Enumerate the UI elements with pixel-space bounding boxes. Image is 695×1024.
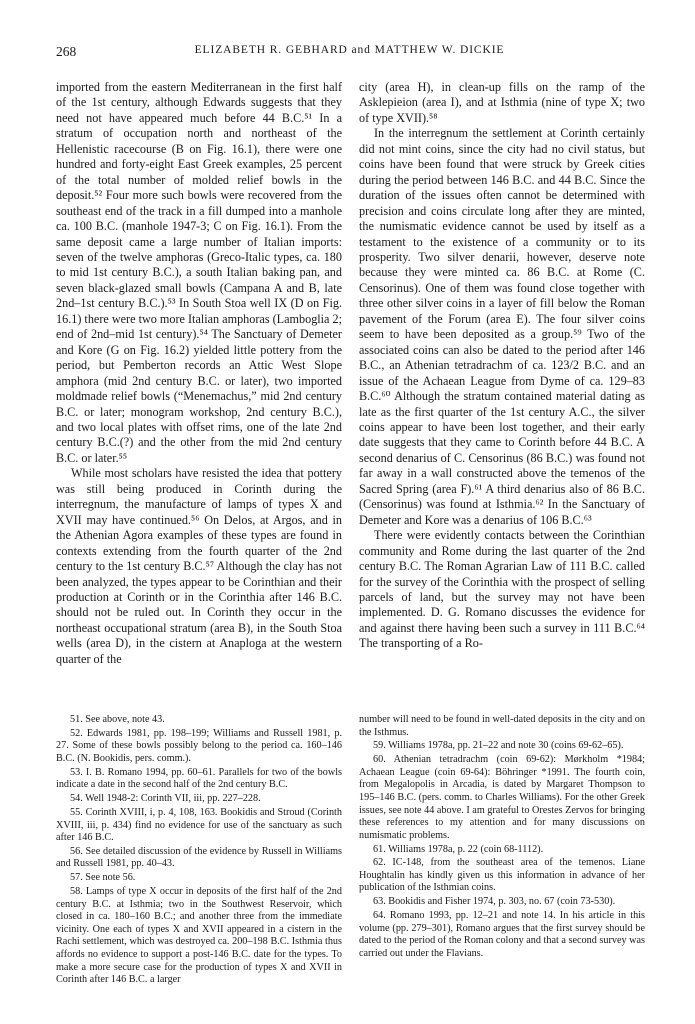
body-paragraph: While most scholars have resisted the idea that pottery was still being produced in Corinth during the interregnum, the manufacture of lamps of types X and XVII may have continued.⁵⁶ On Delos, at Argos, and in the Athenian Agora examples of these types are found in contexts extending from the fourth quarter of the 2nd century to the 1st century B.C.⁵⁷ Although the clay has not been analyzed, the types appear to be Corinthian and their production at Corinth or in the Corinthia after 146 B.C. should not be ruled out. In Corinth they occur in the northeast occupational stratum (area B), in the South Stoa wells (area D), in the cistern at Anaploga at the western quarter of the: [56, 466, 342, 666]
page-header: [56, 44, 643, 64]
footnotes-left: [56, 714, 342, 988]
footnote: 56. See detailed discussion of the evidence by Russell in Williams and Russell 1981, pp. 40–43.: [56, 845, 342, 870]
footnote: 61. Williams 1978a, p. 22 (coin 68-1112).: [373, 843, 544, 855]
footnotes-right: [359, 714, 645, 962]
footnote: 58. Lamps of type X occur in deposits of the first half of the 2nd century B.C. at Isthmia; two in the Southwest Reservoir, which closed in ca. 180–160 B.C.; and another three from the immediate vicinity. One each of types X and XVII appeared in a cistern in the Rachi settlement, which was destroyed ca. 200–198 B.C. Isthmia thus affords no evidence to support a post-146 B.C. date for the types. To make a more secure case for the production of types X and XVII in Corinth after 146 B.C. a larger: [56, 886, 342, 986]
body-paragraph: imported from the eastern Mediterranean in the first half of the 1st century, although Edwards suggests that they need not have appeared much before 44 B.C.⁵¹ In a stratum of occupation north and northeast of the Hellenistic racecourse (B on Fig. 16.1), there were one hundred and forty-eight East Greek examples, 25 percent of the total number of molded relief bowls in the deposit.⁵² Four more such bowls were recovered from the southeast end of the track in a fill dumped into a manhole ca. 100 B.C. (manhole 1947-3; C on Fig. 16.1). From the same deposit came a large number of Italian imports: seven of the twelve amphoras (Greco-Italic types, ca. 180 to mid 1st century B.C.), a south Italian baking pan, and seven black-glazed small bowls (Campana A and B, late 2nd–1st century B.C.).⁵³ In South Stoa well IX (D on Fig. 16.1) there were two more Italian amphoras (Lamboglia 2; end of 2nd–mid 1st century).⁵⁴ The Sanctuary of Demeter and Kore (G on Fig. 16.2) yielded little pottery from the period, but Pemberton records an Attic West Slope amphora (mid 2nd century B.C. or later), two imported moldmade relief bowls (“Menemachus,” mid 2nd century B.C. or later; monogram workshop, 2nd century B.C.), and two local plates with offset rims, one of the late 2nd century B.C.(?) and the other from the mid 2nd century B.C. or later.⁵⁵: [56, 80, 342, 465]
page-number: 268: [56, 44, 77, 59]
footnote: 64. Romano 1993, pp. 12–21 and note 14. In his article in this volume (pp. 279–301), Romano argues that the first survey should be dated to the period of the Roman colony and that a second survey was carried out under the Flavians.: [359, 910, 645, 959]
footnote: 55. Corinth XVIII, i, p. 4, 108, 163. Bookidis and Stroud (Corinth XVIII, iii, p. 434) find no evidence for use of the sanctuary as such after 146 B.C.: [56, 806, 342, 844]
footnote: 52. Edwards 1981, pp. 198–199; Williams and Russell 1981, p. 27. Some of these bowls possibly belong to the period ca. 160–146 B.C. (N. Bookidis, pers. comm.).: [56, 727, 342, 764]
footnote: 60. Athenian tetradrachm (coin 69-62): Mørkholm *1984; Achaean League (coin 69-64): Böhringer *1991. The fourth coin, from Megalopolis in Arcadia, is dated by Margaret Thompson to 195–146 B.C. (pers. comm. to Charles Williams). For the other Greek issues, see note 44 above. I am grateful to Orestes Zervos for bringing these references to my attention and for many discussions on numismatic problems.: [359, 754, 645, 841]
running-head: ELIZABETH R. GEBHARD and MATTHEW W. DICKIE: [194, 44, 505, 56]
body-paragraph: city (area H), in clean-up fills on the ramp of the Asklepieion (area I), and at Isthmia (nine of type X; two of type XVII).⁵⁸: [359, 80, 645, 125]
body-paragraph: In the interregnum the settlement at Corinth certainly did not mint coins, since the city had no civil status, but coins have been found that were struck by Greek cities during the period between 146 B.C. and 44 B.C. Since the duration of the issues often cannot be determined with precision and coins circulate long after they are minted, the numismatic evidence cannot be used by itself as a testament to the existence of a community or to its prosperity. Two silver denarii, however, deserve note because they were minted ca. 86 B.C. at Rome (C. Censorinus). One of them was found close together with three other silver coins in a layer of fill below the Roman pavement of the Forum (area E). The four silver coins seem to have been deposited as a group.⁵⁹ Two of the associated coins can also be dated to the period after 146 B.C., an Athenian tetradrachm of ca. 123/2 B.C. and an issue of the Achaean League from Dyme of ca. 129–83 B.C.⁶⁰ Although the stratum contained material dating as late as the first quarter of the 1st century A.C., the silver coins appear to have been lost together, and their early date suggests that they came to Corinth before 44 B.C. A second denarius of C. Censorinus (86 B.C.) was found not far away in a wall constructed above the temenos of the Sacred Spring (area F).⁶¹ A third denarius also of 86 B.C. (Censorinus) was found at Isthmia.⁶² In the Sanctuary of Demeter and Kore was a denarius of 106 B.C.⁶³: [359, 126, 645, 527]
footnote: 59. Williams 1978a, pp. 21–22 and note 30 (coins 69-62–65).: [373, 740, 624, 752]
footnote: 57. See note 56.: [70, 872, 136, 884]
body-paragraph: There were evidently contacts between the Corinthian community and Rome during the last quarter of the 2nd century B.C. The Roman Agrarian Law of 111 B.C. called for the survey of the Corinthia with the prospect of selling parcels of land, but the survey may not have been implemented. D. G. Romano discusses the evidence for and against there having been such a survey in 111 B.C.⁶⁴ The transporting of a Ro-: [359, 528, 645, 651]
left-column: [56, 80, 342, 667]
footnote-continuation: number will need to be found in well-dated deposits in the city and on the Isthmus.: [359, 714, 645, 738]
footnote: 53. I. B. Romano 1994, pp. 60–61. Parallels for two of the bowls indicate a date in the second half of the 2nd century B.C.: [56, 766, 342, 791]
footnote: 62. IC-148, from the southeast area of the temenos. Liane Houghtalin has kindly given us this information in advance of her publication of the Isthmian coins.: [359, 857, 645, 894]
right-column: [359, 80, 645, 652]
footnote: 54. Well 1948-2: Corinth VII, iii, pp. 227–228.: [70, 793, 261, 805]
footnote: 51. See above, note 43.: [70, 714, 165, 725]
footnote: 63. Bookidis and Fisher 1974, p. 303, no. 67 (coin 73-530).: [373, 896, 616, 908]
